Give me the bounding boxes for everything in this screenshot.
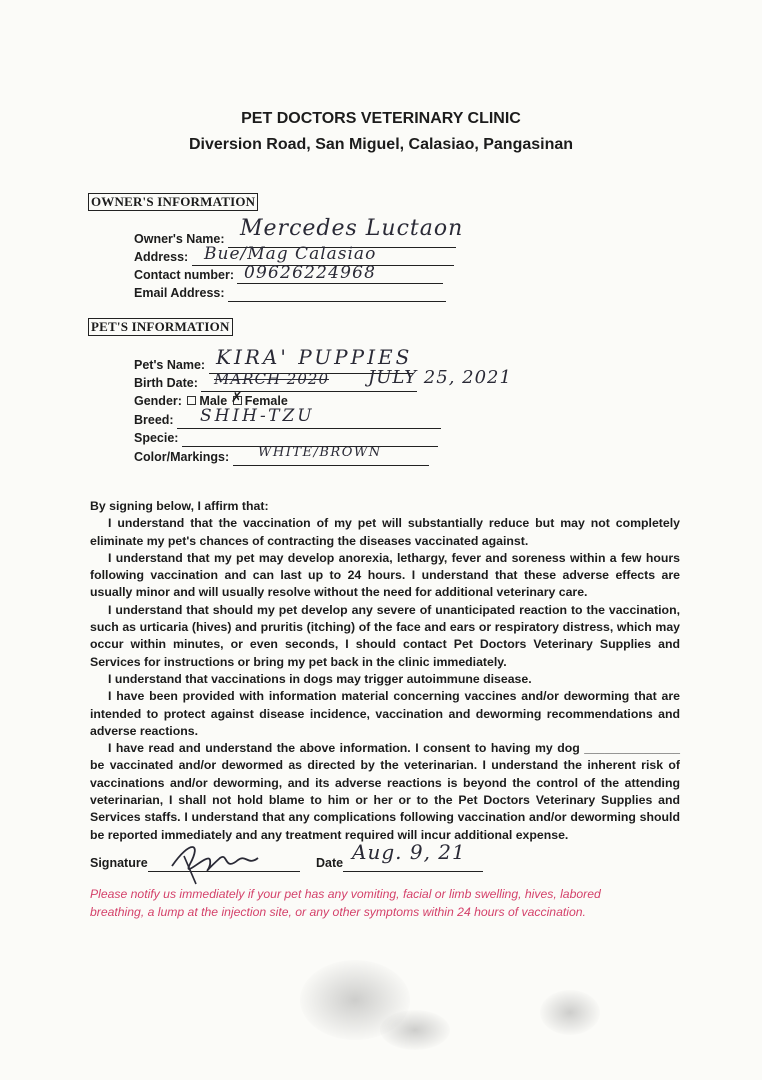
signature-label: Signature bbox=[90, 856, 148, 870]
specie-label: Specie: bbox=[134, 431, 179, 445]
gender-label: Gender: bbox=[134, 394, 182, 408]
pet-name-value: KIRA' PUPPIES bbox=[216, 345, 413, 369]
female-check-mark-icon: ✗ bbox=[230, 389, 243, 405]
paper-stain bbox=[380, 1010, 450, 1050]
color-value: WHITE/BROWN bbox=[258, 445, 382, 460]
gender-female-checkbox[interactable] bbox=[230, 389, 243, 405]
birth-date-label: Birth Date: bbox=[134, 376, 198, 390]
owner-contact-value: 09626224968 bbox=[244, 263, 377, 283]
breed-label: Breed: bbox=[134, 413, 174, 427]
gender-male-label: Male bbox=[199, 394, 228, 408]
gender-female-label: Female bbox=[244, 394, 288, 408]
consent-intro: By signing below, I affirm that: bbox=[90, 499, 269, 513]
owner-name-value: Mercedes Luctaon bbox=[240, 216, 464, 241]
owner-address-label: Address: bbox=[134, 250, 189, 264]
breed-value: SHIH-TZU bbox=[200, 406, 315, 426]
owner-address-value: Bue/Mag Calasiao bbox=[204, 244, 377, 264]
owner-contact-label: Contact number: bbox=[134, 268, 234, 282]
consent-p4: I understand that vaccinations in dogs may trigger autoimmune disease. bbox=[108, 671, 532, 686]
birth-date-value: JULY 25, 2021 bbox=[368, 367, 512, 388]
date-label: Date bbox=[316, 856, 344, 870]
consent-p2: I understand that my pet may develop anorexia, lethargy, fever and soreness within a few hours following vaccination and can last up to 24 hours. I understand that these adverse effects are usually minor and will usually resolve without the need for additional veterinary care. bbox=[90, 550, 680, 600]
owner-email-line[interactable] bbox=[228, 287, 446, 302]
pet-name-label: Pet's Name: bbox=[134, 358, 206, 372]
consent-p1: I understand that the vaccination of my pet will substantially reduce but may not completely eliminate my pet's chances of contracting the diseases vaccinated against. bbox=[90, 516, 680, 548]
consent-p6: I have read and understand the above information. I consent to having my dog ______________ be vaccinated and/or dewormed as directed by the veterinarian. I understand the inherent risk of vaccinations and/or deworming, and its adverse reactions is beyond the control of the attending veterinarian, I shall not hold blame to him or her or to the Pet Doctors Veterinary Supplies and Services staffs. I understand that any complications following vaccination and/or deworming should be reported immediately and any treatment required will incur additional expense. bbox=[90, 741, 680, 842]
owner-email-row bbox=[134, 285, 446, 302]
color-label: Color/Markings: bbox=[134, 450, 230, 464]
footer-note: Please notify us immediately if your pet has any vomiting, facial or limb swelling, hives, labored breathing, a lump at the injection site, or any other symptoms within 24 hours of vaccination. bbox=[90, 887, 601, 919]
date-value: Aug. 9, 21 bbox=[352, 840, 466, 864]
owner-section-title: OWNER'S INFORMATION bbox=[88, 193, 258, 211]
gender-male-checkbox[interactable] bbox=[187, 396, 196, 405]
consent-p5: I have been provided with information material concerning vaccines and/or deworming that are intended to protect against disease incidence, vaccination and deworming recommendations and adverse reactions. bbox=[90, 689, 680, 738]
signature-scribble bbox=[150, 836, 270, 886]
consent-p3: I understand that should my pet develop any severe of unanticipated reaction to the vaccination, such as urticaria (hives) and pruritis (itching) of the face and ears or respiratory distress, which may occur within minutes, or even seconds, I should contact Pet Doctors Veterinary Supplies and Services for instructions or bring my pet back in the clinic immediately. bbox=[90, 602, 680, 669]
birth-date-struck: MARCH 2020 bbox=[214, 370, 329, 388]
consent-text bbox=[90, 498, 680, 844]
pet-section-title: PET'S INFORMATION bbox=[88, 318, 233, 336]
owner-email-label: Email Address: bbox=[134, 286, 225, 300]
paper-stain bbox=[540, 990, 600, 1035]
clinic-address: Diversion Road, San Miguel, Calasiao, Pangasinan bbox=[188, 136, 574, 153]
owner-name-label: Owner's Name: bbox=[134, 232, 225, 246]
clinic-name: PET DOCTORS VETERINARY CLINIC bbox=[241, 110, 521, 127]
